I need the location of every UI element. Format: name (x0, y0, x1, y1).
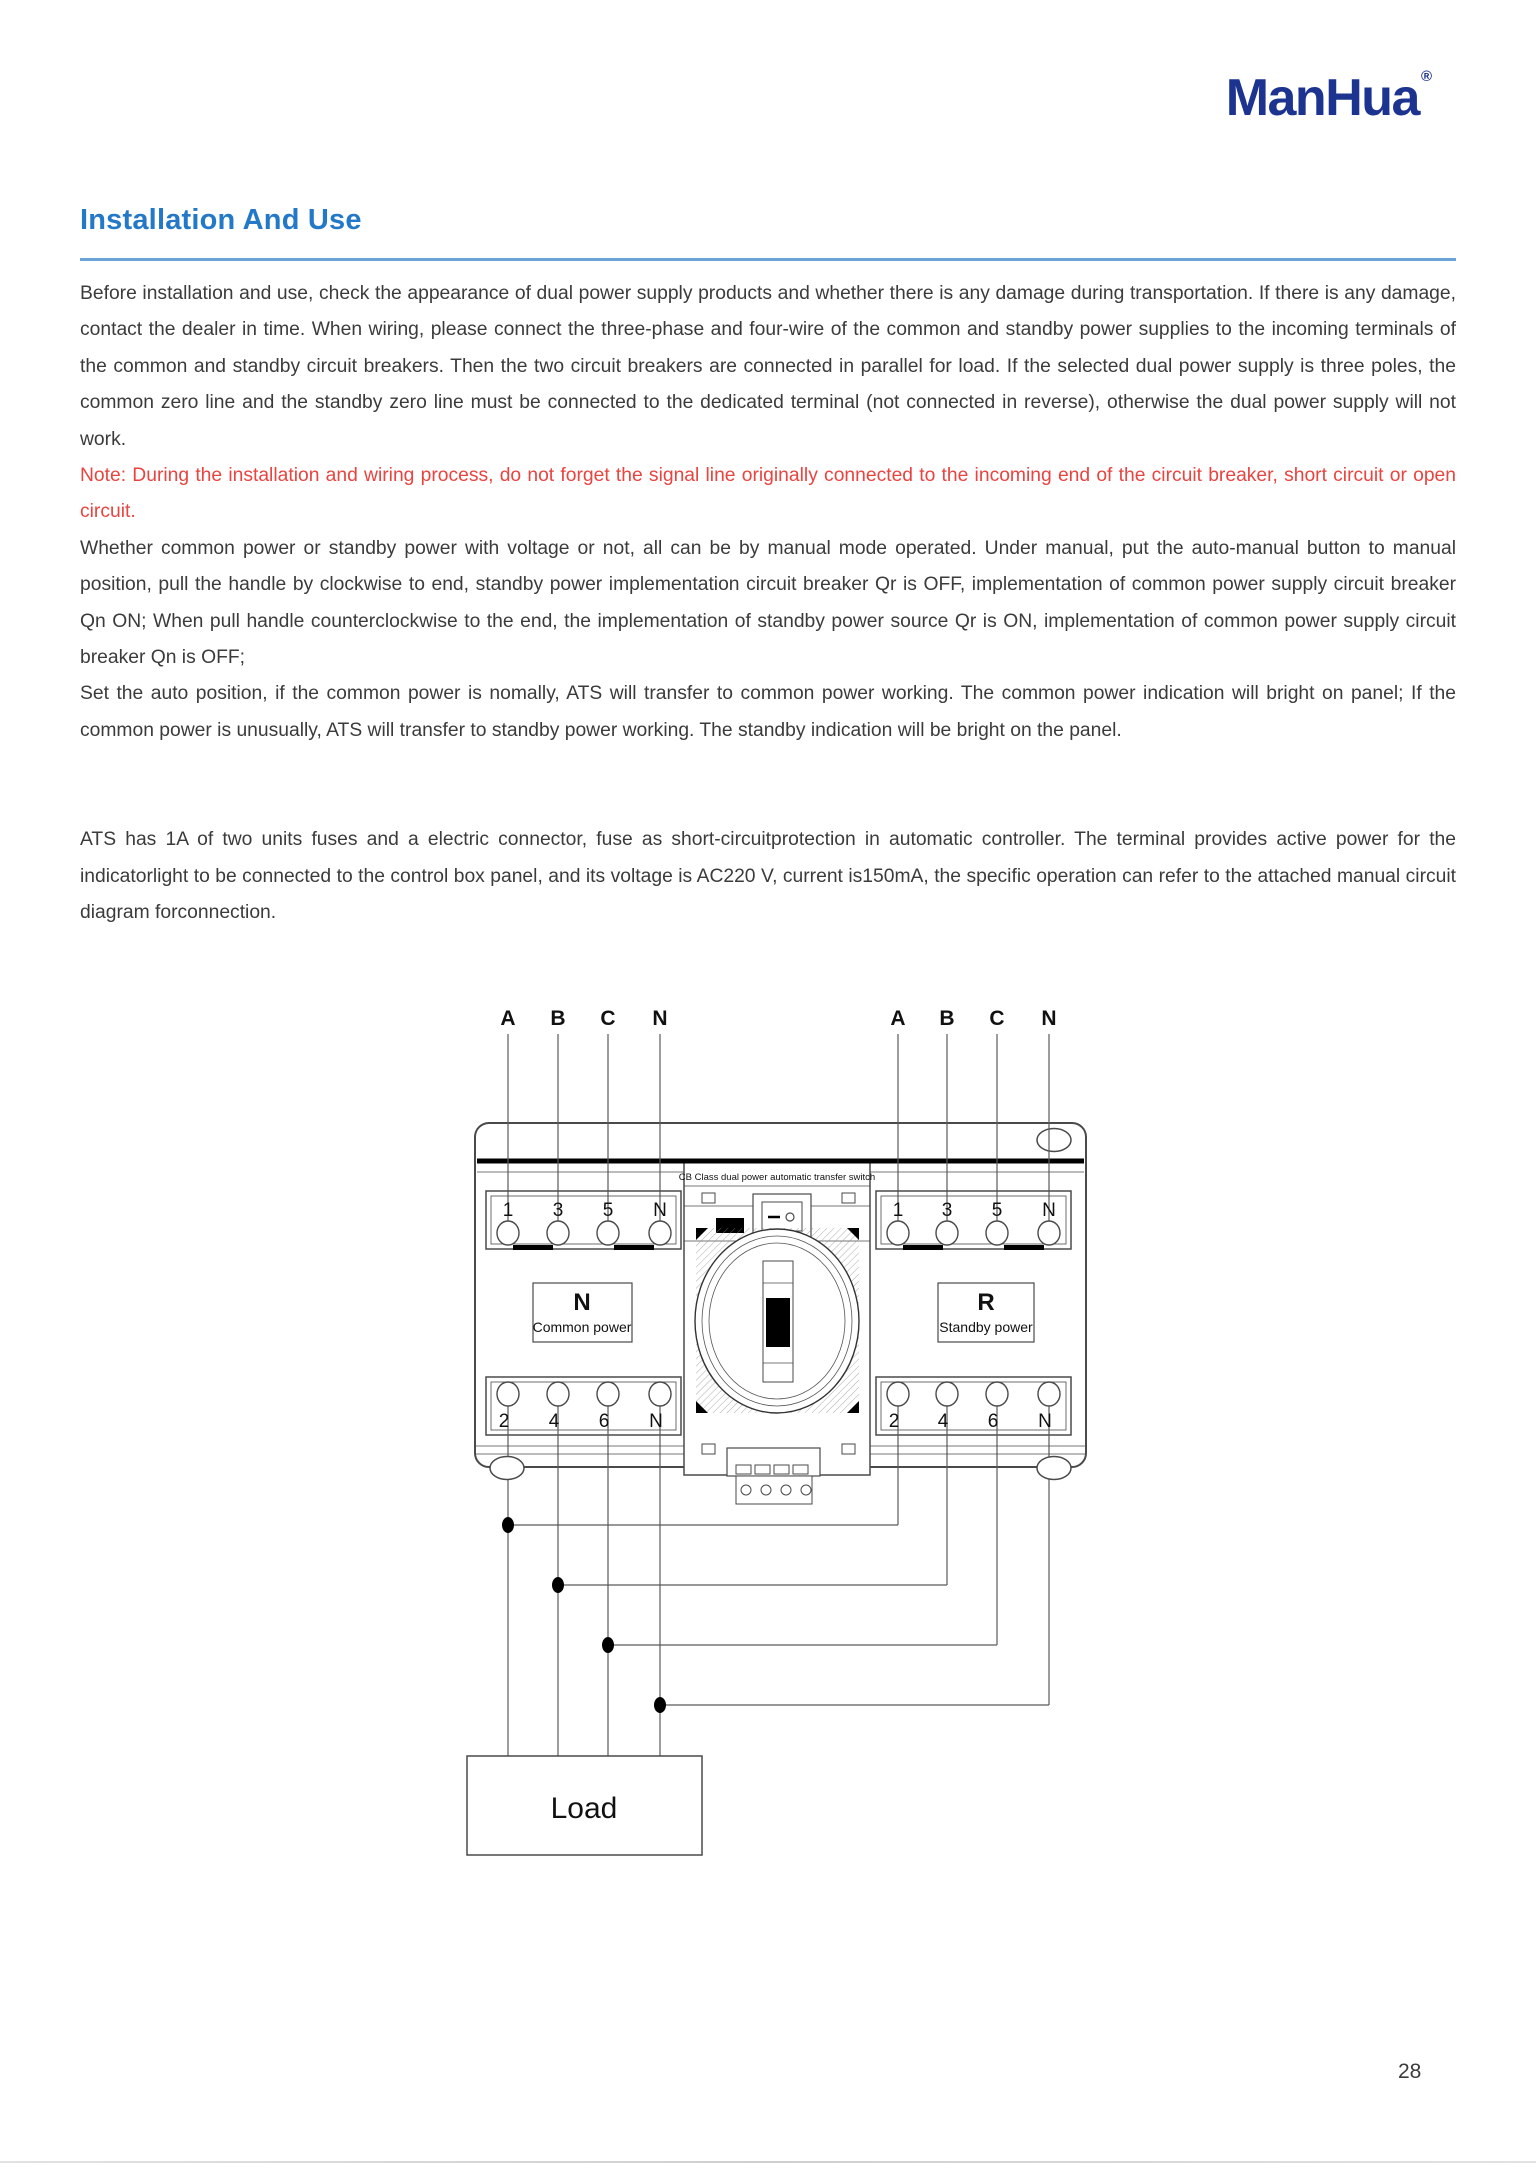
phase-labels-left (500, 1007, 667, 1030)
terminal-n-top-right: N (1042, 1200, 1056, 1221)
common-power-letter: N (573, 1289, 591, 1316)
terminal-n-top-left: N (653, 1200, 667, 1221)
brand-logo (1226, 68, 1432, 128)
terminal-5-right: 5 (991, 1200, 1003, 1221)
phase-label-c-left: C (600, 1007, 616, 1030)
standby-power-label: Standby power (939, 1319, 1033, 1335)
standby-power-letter: R (977, 1289, 995, 1316)
phase-label-c-right: C (989, 1007, 1005, 1030)
terminal-n-bottom-left: N (649, 1411, 663, 1432)
phase-label-a-left: A (500, 1007, 516, 1030)
brand-logo-text: ManHua (1225, 69, 1419, 127)
footer-rule (0, 2161, 1536, 2163)
terminal-6-right: 6 (987, 1411, 999, 1432)
standby-power-box (938, 1283, 1034, 1342)
registered-trademark-icon: ® (1420, 68, 1432, 85)
title-underline (80, 258, 1456, 261)
terminal-n-bottom-right: N (1038, 1411, 1052, 1432)
terminal-3-right: 3 (941, 1200, 953, 1221)
wire-junctions (502, 1517, 666, 1713)
paragraph-installation: Before installation and use, check the appearance of dual power supply products and whether there is any damage during transportation. If there is any damage, contact the dealer in time. When wiring, please connect the three-phase and four-wire of the common and standby power supplies to the incoming terminals of the common and standby circuit breakers. Then the two circuit breakers are connected in parallel for load. If the selected dual power supply is three poles, the common zero line and the standby zero line must be connected to the dedicated terminal (not connected in reverse), otherwise the dual power supply will not work. (80, 283, 1456, 450)
page-title: Installation And Use (80, 204, 362, 236)
paragraph-auto-position: Set the auto position, if the common power is nomally, ATS will transfer to common power working. The common power indication will bright on panel; If the common power is unusually, ATS will transfer to standby power working. The standby indication will be bright on the panel. (80, 683, 1456, 741)
mounting-hole-bottom-right (1037, 1457, 1071, 1480)
terminal-2-right: 2 (888, 1411, 900, 1432)
wiring-diagram (0, 980, 1536, 1900)
terminal-4-right: 4 (937, 1411, 949, 1432)
terminal-6-left: 6 (598, 1411, 610, 1432)
terminal-3-left: 3 (552, 1200, 564, 1221)
phase-label-n-left: N (652, 1007, 668, 1030)
common-power-box (533, 1283, 632, 1342)
terminal-1-right: 1 (892, 1200, 904, 1221)
phase-labels-right (890, 1007, 1056, 1030)
mounting-hole-bottom-left (490, 1457, 524, 1480)
terminal-5-left: 5 (602, 1200, 614, 1221)
paragraph-manual-operation: Whether common power or standby power with voltage or not, all can be by manual mode operated. Under manual, put the auto-manual button to manual position, pull the handle by clockwise to end, standby power implementation circuit breaker Qr is OFF, implementation of common power supply circuit breaker Qn ON; When pull handle counterclockwise to the end, the implementation of standby power source Qr is ON, implementation of common power supply circuit breaker Qn is OFF; (80, 537, 1456, 669)
paragraph-note: Note: During the installation and wiring process, do not forget the signal line originally connected to the incoming end of the circuit breaker, short circuit or open circuit. (80, 465, 1456, 523)
phase-label-n-right: N (1041, 1007, 1057, 1030)
signal-connector (727, 1448, 820, 1504)
body-text (80, 276, 1456, 932)
phase-label-a-right: A (890, 1007, 906, 1030)
load-label: Load (550, 1792, 618, 1825)
load-box (467, 1756, 702, 1855)
phase-label-b-left: B (550, 1007, 566, 1030)
terminal-1-left: 1 (502, 1200, 514, 1221)
device-title-text: CB Class dual power automatic transfer switch (678, 1172, 876, 1183)
paragraph-ats-fuses: ATS has 1A of two units fuses and a electric connector, fuse as short-circuitprotection in automatic controller. The terminal provides active power for the indicatorlight to be connected to the control box panel, and its voltage is AC220 V, current is150mA, the specific operation can refer to the attached manual circuit diagram forconnection. (80, 829, 1456, 924)
common-power-label: Common power (532, 1319, 632, 1335)
terminal-4-left: 4 (548, 1411, 560, 1432)
phase-label-b-right: B (939, 1007, 955, 1030)
page-number: 28 (1398, 2060, 1422, 2083)
terminal-2-left: 2 (498, 1411, 510, 1432)
rotary-handle (695, 1228, 859, 1413)
